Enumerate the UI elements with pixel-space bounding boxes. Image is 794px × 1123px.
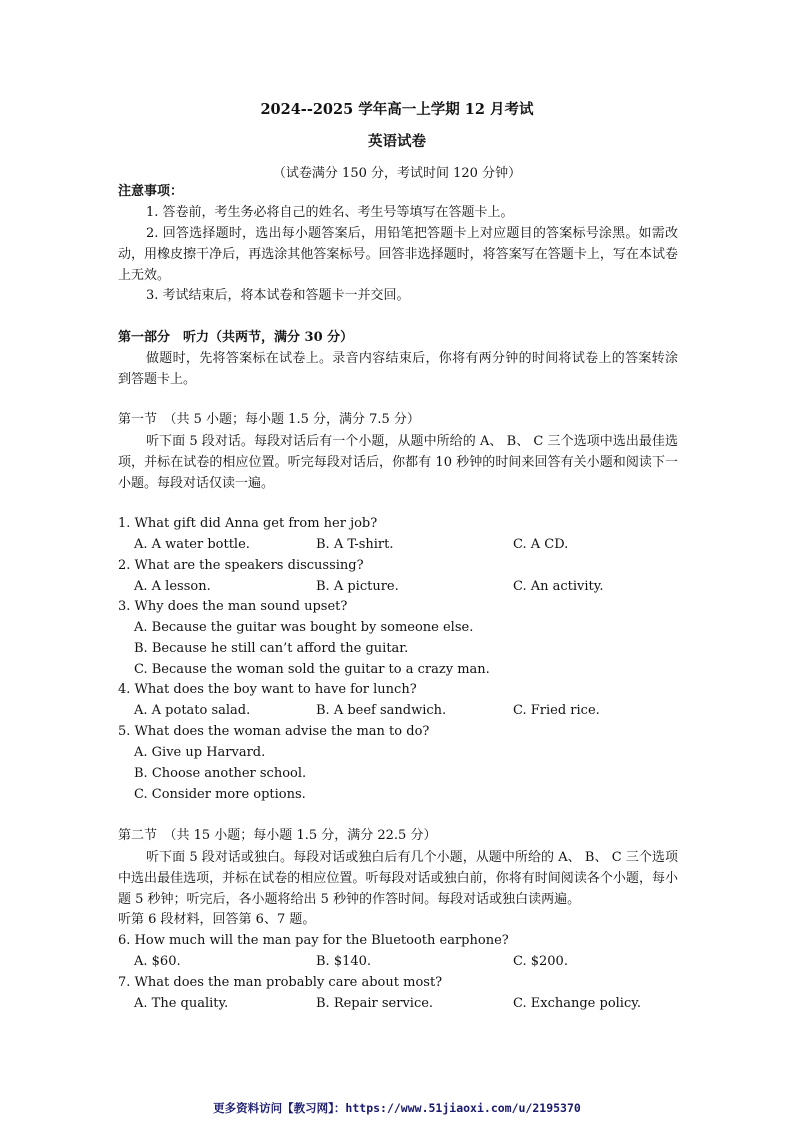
question-1-option-b: B. A T-shirt. [316, 537, 394, 552]
question-5-stem: 5. What does the woman advise the man to do? [118, 724, 430, 739]
question-3-option-a: A. Because the guitar was bought by someone else. [134, 620, 474, 635]
question-5-option-b: B. Choose another school. [134, 766, 307, 781]
question-6-option-a: A. $60. [134, 954, 181, 969]
question-4-option-c: C. Fried rice. [513, 703, 600, 718]
footer-link[interactable]: 更多资料访问【教习网】：https://www.51jiaoxi.com/u/2195370 [213, 1101, 581, 1115]
question-3-stem: 3. Why does the man sound upset? [118, 599, 348, 614]
question-1-stem: 1. What gift did Anna get from her job? [118, 516, 378, 531]
question-1-option-a: A. A water bottle. [134, 537, 250, 552]
question-6-stem: 6. How much will the man pay for the Bluetooth earphone? [118, 933, 509, 948]
question-5-option-a: A. Give up Harvard. [134, 745, 266, 760]
question-2-option-a: A. A lesson. [134, 579, 211, 594]
question-4-stem: 4. What does the boy want to have for lunch? [118, 682, 417, 697]
section2-material: 听第 6 段材料，回答第 6、7 题。 [118, 912, 316, 927]
notes-item-3: 3. 考试结束后，将本试卷和答题卡一并交回。 [146, 288, 410, 303]
exam-title: 2024--2025 学年高一上学期 12 月考试 [260, 101, 534, 118]
question-7-option-c: C. Exchange policy. [513, 996, 641, 1011]
question-2-stem: 2. What are the speakers discussing? [118, 558, 364, 573]
notes-item-2: 2. 回答选择题时，选出每小题答案后，用铅笔把答题卡上对应题目的答案标号涂黑。如需改动，用橡皮擦干净后，再选涂其他答案标号。回答非选择题时，将答案写在答题卡上，写在本试卷上无效。 [118, 226, 678, 283]
section1-intro: 听下面 5 段对话。每段对话后有一个小题，从题中所给的 A、 B、 C 三个选项中选出最佳选项，并标在试卷的相应位置。听完每段对话后，你都有 10 秒钟的时间来回答有关小题和阅读下一小题。每段对话仅读一遍。 [118, 434, 678, 491]
question-7-option-b: B. Repair service. [316, 996, 434, 1011]
notes-item-1: 1. 答卷前，考生务必将自己的姓名、考生号等填写在答题卡上。 [146, 205, 514, 220]
question-4-option-a: A. A potato salad. [134, 703, 251, 718]
question-6-option-b: B. $140. [316, 954, 372, 969]
exam-subtitle: 英语试卷 [368, 133, 426, 150]
question-5-option-c: C. Consider more options. [134, 787, 306, 802]
question-4-option-b: B. A beef sandwich. [316, 703, 447, 718]
exam-info: （试卷满分 150 分，考试时间 120 分钟） [272, 166, 522, 181]
section1-heading: 第一节 （共 5 小题；每小题 1.5 分，满分 7.5 分） [118, 412, 420, 427]
notes-heading: 注意事项： [118, 184, 184, 199]
part1-heading: 第一部分 听力（共两节，满分 30 分） [118, 330, 354, 345]
question-2-option-c: C. An activity. [513, 579, 604, 594]
part1-intro: 做题时，先将答案标在试卷上。录音内容结束后，你将有两分钟的时间将试卷上的答案转涂到答题卡上。 [118, 351, 678, 387]
question-1-option-c: C. A CD. [513, 537, 569, 552]
question-6-option-c: C. $200. [513, 954, 568, 969]
question-2-option-b: B. A picture. [316, 579, 399, 594]
question-7-stem: 7. What does the man probably care about most? [118, 975, 443, 990]
section2-heading: 第二节 （共 15 小题；每小题 1.5 分，满分 22.5 分） [118, 828, 437, 843]
question-3-option-c: C. Because the woman sold the guitar to a crazy man. [134, 662, 490, 677]
question-7-option-a: A. The quality. [134, 996, 229, 1011]
section2-intro: 听下面 5 段对话或独白。每段对话或独白后有几个小题，从题中所给的 A、 B、 C 三个选项中选出最佳选项，并标在试卷的相应位置。听每段对话或独白前，你将有时间阅读各个小题，每小题 5 秒钟；听完后，各小题将给出 5 秒钟的作答时间。每段对话或独白读两遍。 [118, 850, 678, 907]
question-3-option-b: B. Because he still can’t afford the guitar. [134, 641, 409, 656]
